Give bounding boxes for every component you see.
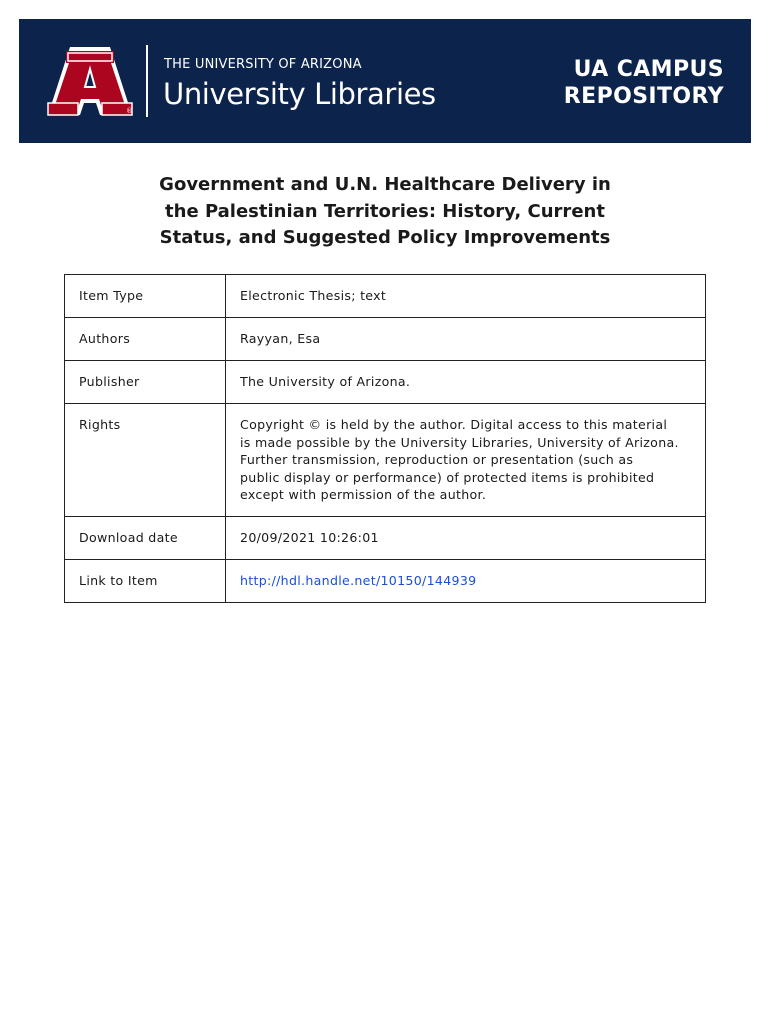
row-label: Link to Item <box>65 559 226 602</box>
registered-mark: ® <box>126 107 133 115</box>
table-row <box>65 275 706 318</box>
title-line: Status, and Suggested Policy Improvements <box>159 227 611 248</box>
row-label: Download date <box>65 516 226 559</box>
title-line: Government and U.N. Healthcare Delivery in <box>159 174 611 195</box>
rights-statement <box>226 404 706 517</box>
rights-line: except with permission of the author. <box>240 487 487 503</box>
row-label: Authors <box>65 318 226 361</box>
row-label: Item Type <box>65 275 226 318</box>
row-label: Rights <box>65 404 226 517</box>
table-row <box>65 516 706 559</box>
rights-line: public display or performance) of protected items is prohibited <box>240 469 655 485</box>
row-value: The University of Arizona. <box>226 361 706 404</box>
title-line: the Palestinian Territories: History, Current <box>165 200 605 222</box>
row-value: Rayyan, Esa <box>226 318 706 361</box>
rights-line: Copyright © is held by the author. Digital access to this material <box>240 417 668 432</box>
libraries-name: University Libraries <box>163 77 436 111</box>
rights-line: Further transmission, reproduction or presentation (such as <box>240 452 634 468</box>
rights-line: is made possible by the University Libraries, University of Arizona. <box>240 434 679 450</box>
block-a-logo-icon <box>44 43 136 119</box>
table-row <box>65 361 706 404</box>
row-label: Publisher <box>65 361 226 404</box>
metadata-table <box>64 274 706 603</box>
repository-name-line2: REPOSITORY <box>563 84 724 109</box>
header-banner <box>19 19 751 143</box>
item-handle-link[interactable]: http://hdl.handle.net/10150/144939 <box>240 572 477 588</box>
row-value: Electronic Thesis; text <box>226 275 706 318</box>
table-row <box>65 559 706 602</box>
row-value: 20/09/2021 10:26:01 <box>226 516 706 559</box>
repository-name-line1: UA CAMPUS <box>573 57 724 82</box>
document-title <box>100 172 670 252</box>
table-row <box>65 404 706 517</box>
row-value <box>226 559 706 602</box>
table-row <box>65 318 706 361</box>
header-divider <box>146 45 148 117</box>
university-name: THE UNIVERSITY OF ARIZONA <box>164 57 362 72</box>
